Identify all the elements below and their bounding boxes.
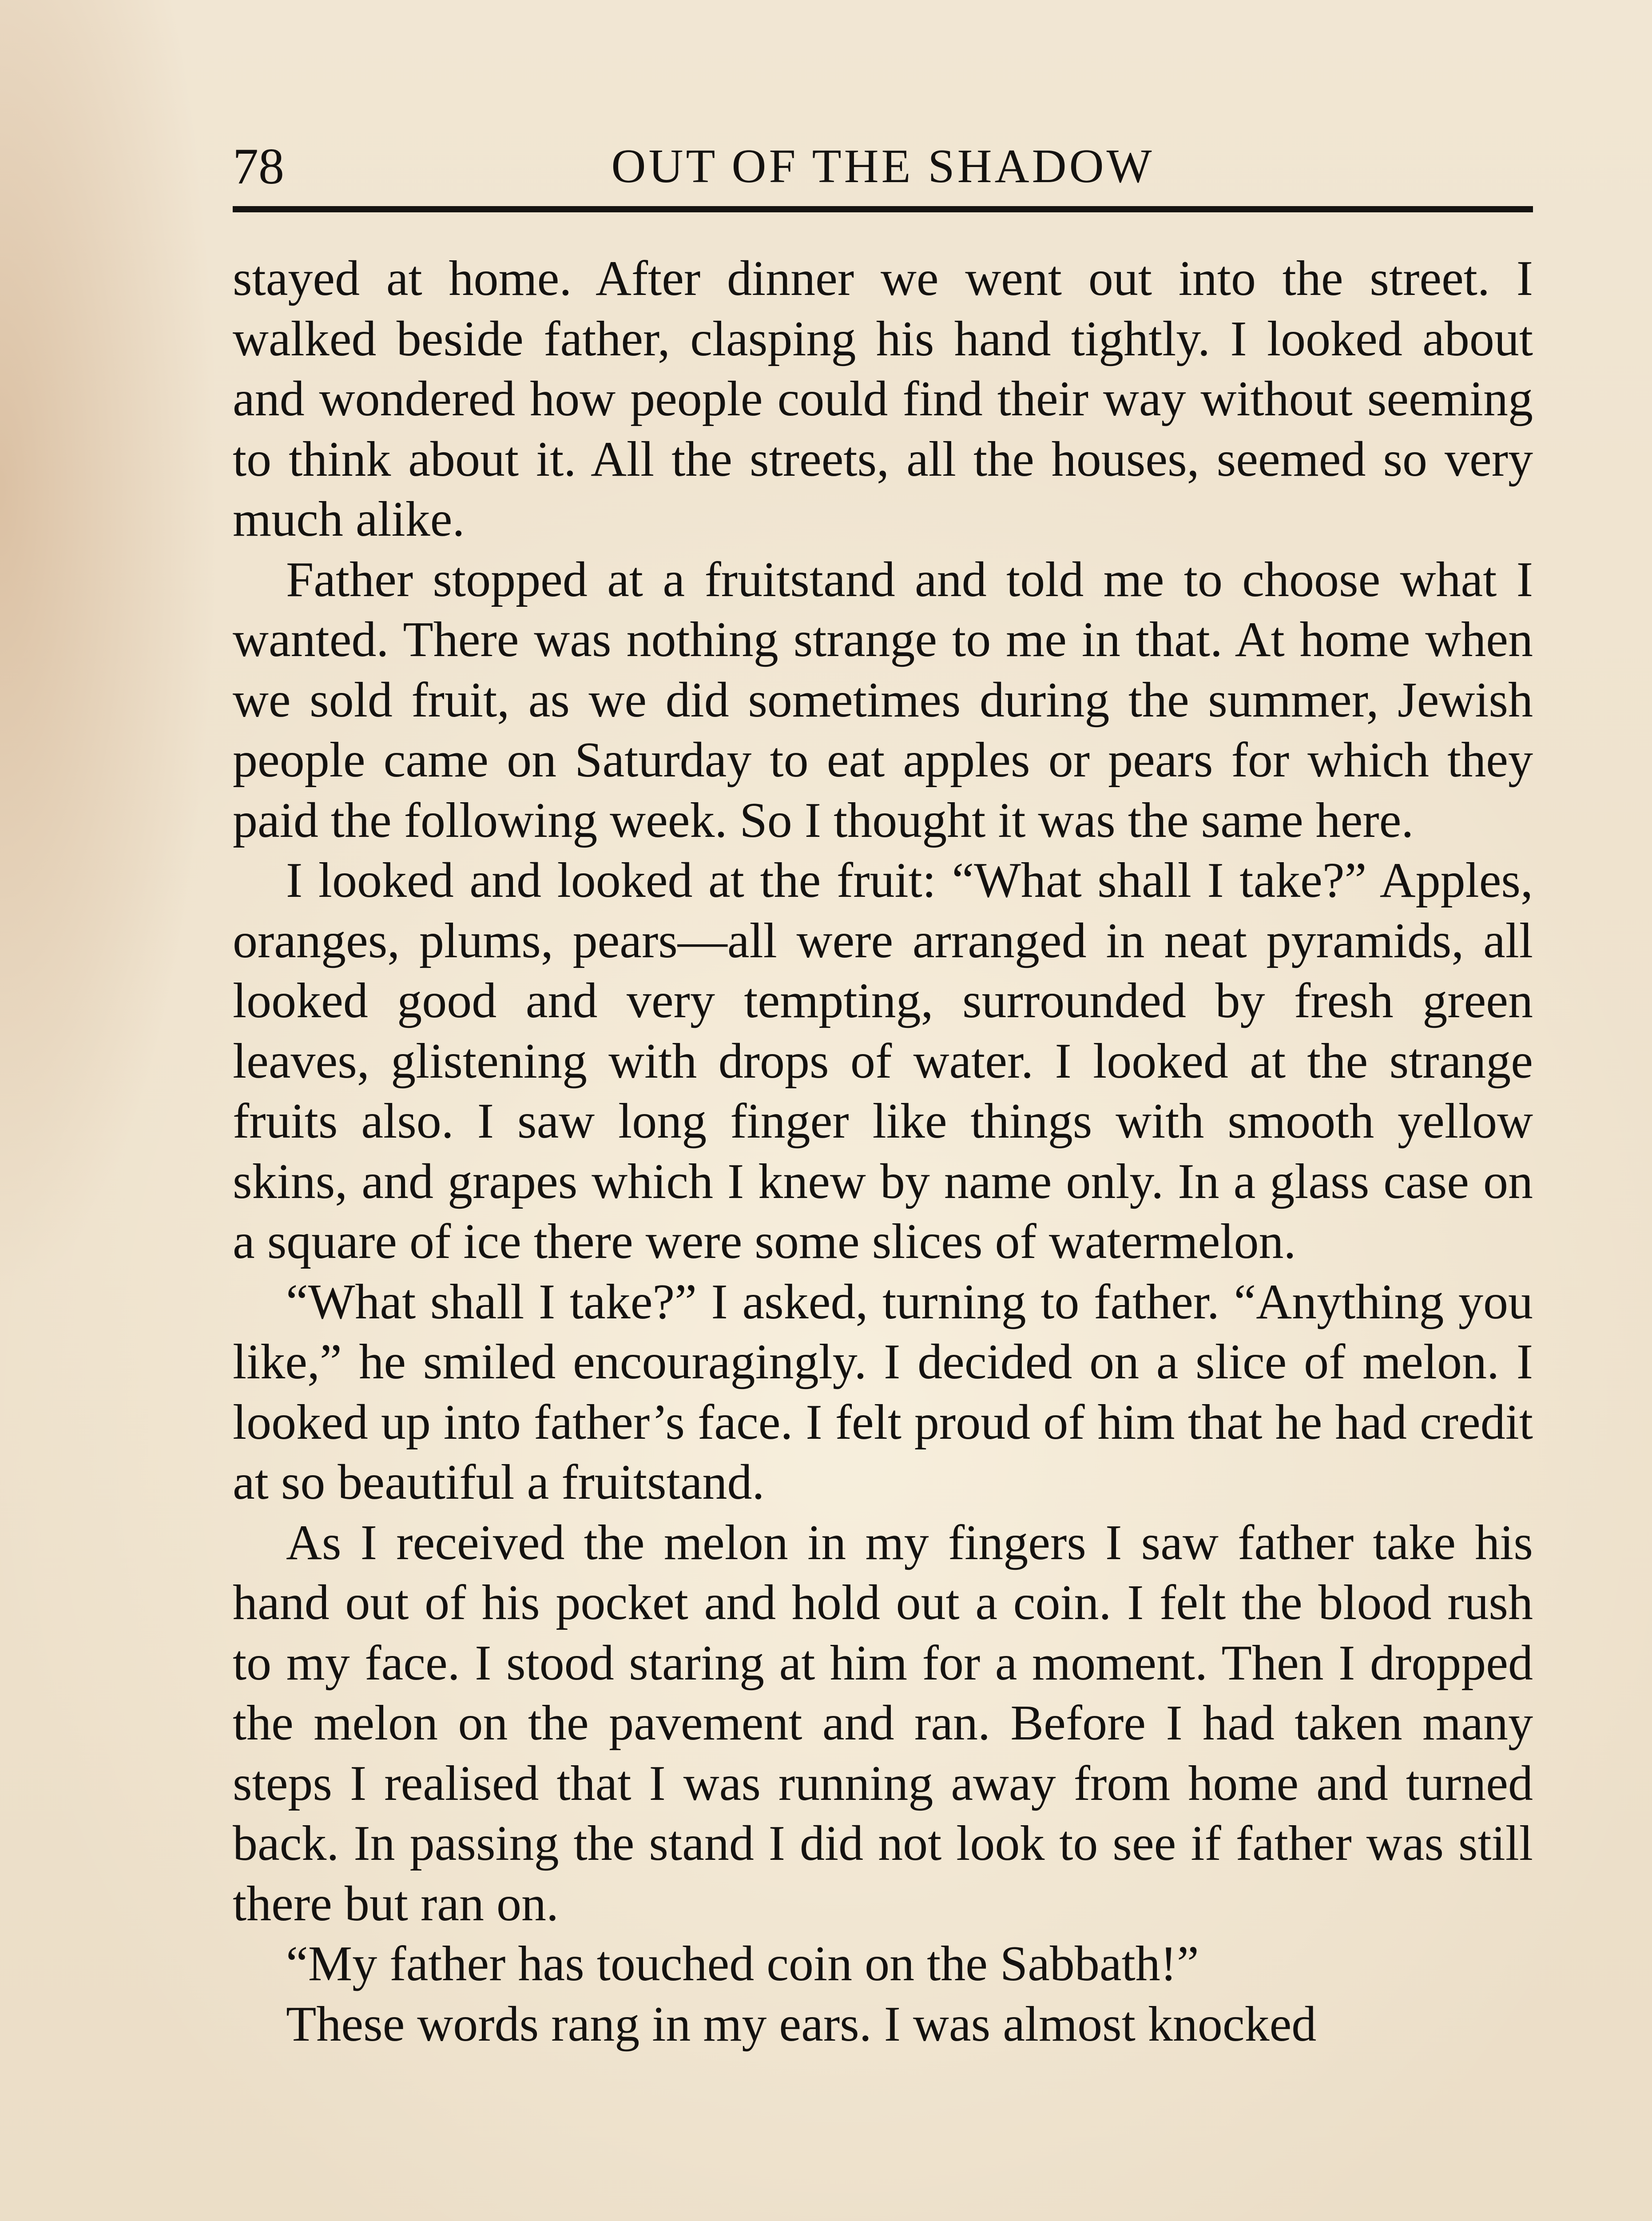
paragraph-4: “What shall I take?” I asked, turning to father. “Anything you like,” he smiled encouragingly. I decided on a slice of melon. I looked up into father’s face. I felt proud of him that he had credit at so beautiful a fruitstand.	[233, 1274, 1533, 1510]
paragraph-3: I looked and looked at the fruit: “What shall I take?” Apples, oranges, plums, pears—all were arranged in neat pyramids, all looked good and very tempting, surrounded by fresh green leaves, glistening with drops of water. I looked at the strange fruits also. I saw long finger like things with smooth yellow skins, and grapes which I knew by name only. In a glass case on a square of ice there were some slices of watermelon.	[233, 853, 1533, 1269]
body-text	[233, 249, 1533, 2054]
page-number: 78	[233, 138, 284, 195]
paragraph-7: These words rang in my ears. I was almost knocked	[286, 1996, 1317, 2052]
paragraph-2: Father stopped at a fruitstand and told me to choose what I wanted. There was nothing strange to me in that. At home when we sold fruit, as we did sometimes during the summer, Jewish people came on Saturday to eat apples or pears for which they paid the following week. So I thought it was the same here.	[233, 552, 1533, 848]
paragraph-1: stayed at home. After dinner we went out into the street. I walked beside father, clasping his hand tightly. I looked about and wondered how people could find their way without seeming to think about it. All the streets, all the houses, seemed so very much alike.	[233, 251, 1533, 547]
paragraph-6: “My father has touched coin on the Sabbath!”	[286, 1936, 1199, 1991]
paragraph-5: As I received the melon in my fingers I saw father take his hand out of his pocket and hold out a coin. I felt the blood rush to my face. I stood staring at him for a moment. Then I dropped the melon on the pavement and ran. Before I had taken many steps I realised that I was running away from home and turned back. In passing the stand I did not look to see if father was still there but ran on.	[233, 1515, 1533, 1931]
page-header	[233, 133, 1533, 200]
running-head: OUT OF THE SHADOW	[611, 140, 1155, 193]
header-rule	[233, 206, 1533, 212]
